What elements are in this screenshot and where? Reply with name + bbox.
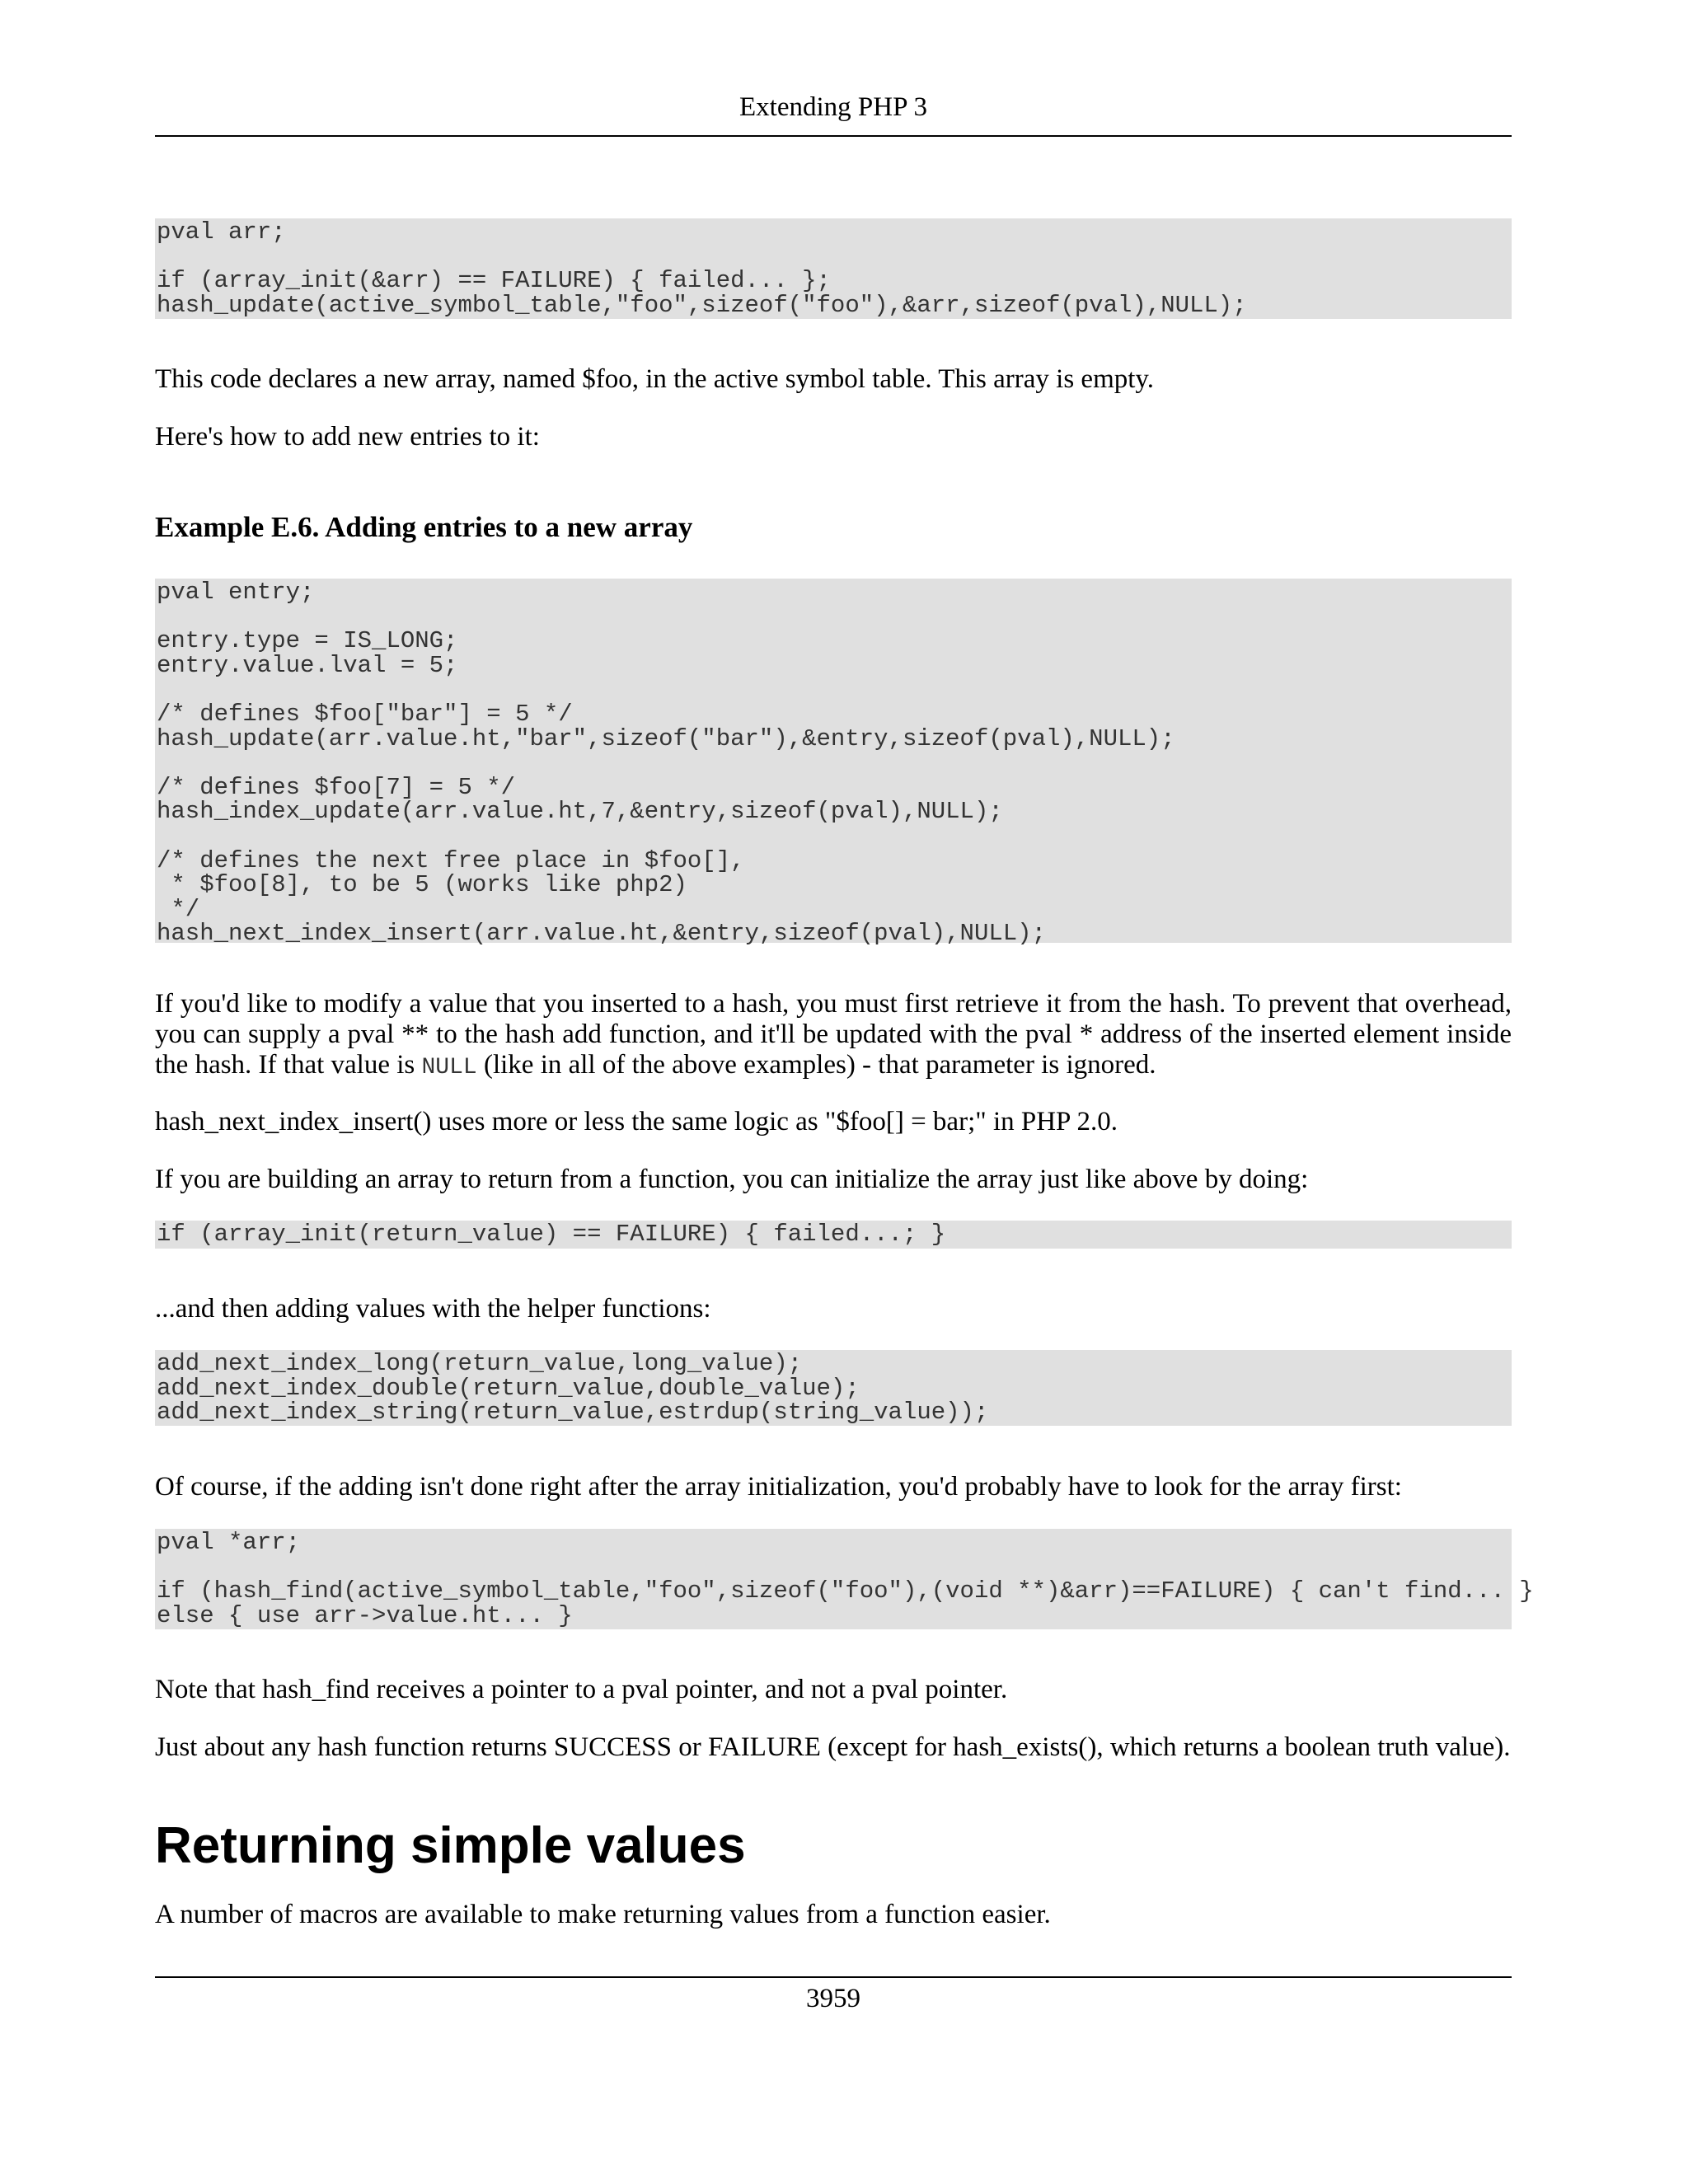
running-header: Extending PHP 3 [739,92,927,122]
code-block-return-init [155,1221,1512,1249]
code-line: */ [157,895,200,923]
code-line: pval arr; [157,218,286,246]
code-line: hash_index_update(arr.value.ht,7,&entry,sizeof(pval),NULL); [157,798,1003,826]
code-line: else { use arr->value.ht... } [157,1601,573,1629]
paragraph-hash-find-note: Note that hash_find receives a pointer to a pval pointer, and not a pval pointer. [155,1675,1008,1704]
code-line: entry.type = IS_LONG; [157,627,458,655]
code-line [157,1555,1510,1580]
paragraph-modify-value-text-2: (like in all of the above examples) - that parameter is ignored. [476,1050,1156,1080]
paragraph-modify-value-text-1: If you'd like to modify a value that you inserted to a hash, you must first retrieve it from the hash. To prevent that overhead, you can supply a pval ** to the hash add function, and it'll be updated with the pval * address of the inserted element inside the hash. If that value is [155,989,1512,1080]
paragraph-hash-return-values: Just about any hash function returns SUCCESS or FAILURE (except for hash_exists(), which returns a boolean truth value). [155,1732,1511,1762]
code-line: add_next_index_double(return_value,double_value); [157,1374,860,1402]
code-block-hash-find [155,1529,1534,1629]
code-line: pval *arr; [157,1529,301,1556]
code-line: * $foo[8], to be 5 (works like php2) [157,871,687,899]
footer-rule [155,1976,1512,1978]
code-line: add_next_index_string(return_value,estrdup(string_value)); [157,1399,989,1427]
code-line [157,677,1510,702]
code-line [157,751,1510,776]
inline-code-null: NULL [421,1055,477,1080]
paragraph-macros: A number of macros are available to make returning values from a function easier. [155,1900,1051,1929]
code-line: /* defines the next free place in $foo[], [157,846,745,874]
paragraph-return-array: If you are building an array to return from a function, you can initialize the array just like above by doing: [155,1165,1309,1194]
code-line: /* defines $foo["bar"] = 5 */ [157,700,573,728]
code-line [157,605,1510,630]
code-line [157,824,1510,849]
code-line: entry.value.lval = 5; [157,651,458,679]
example-title: Example E.6. Adding entries to a new array [155,511,693,543]
paragraph-modify-value [155,989,1512,1083]
code-block-helper-functions [155,1350,1512,1426]
code-line [157,245,1510,269]
paragraph-add-entries-intro: Here's how to add new entries to it: [155,422,540,452]
code-block-array-init [155,218,1512,319]
code-line: if (array_init(return_value) == FAILURE) { failed...; } [157,1221,946,1248]
code-line: hash_next_index_insert(arr.value.ht,&entry,sizeof(pval),NULL); [157,920,1046,948]
page-number: 3959 [806,1984,860,2013]
code-line: if (hash_find(active_symbol_table,"foo",sizeof("foo"),(void **)&arr)==FAILURE) { can't find... } [157,1577,1534,1605]
section-title: Returning simple values [155,1817,746,1874]
code-line: if (array_init(&arr) == FAILURE) { failed... }; [157,267,831,295]
header-rule [155,135,1512,137]
code-line: hash_update(active_symbol_table,"foo",sizeof("foo"),&arr,sizeof(pval),NULL); [157,291,1247,319]
code-line: hash_update(arr.value.ht,"bar",sizeof("bar"),&entry,sizeof(pval),NULL); [157,724,1175,752]
paragraph-array-declared: This code declares a new array, named $foo, in the active symbol table. This array is empty. [155,364,1155,394]
code-line: add_next_index_long(return_value,long_value); [157,1350,803,1377]
paragraph-look-for-array: Of course, if the adding isn't done right after the array initialization, you'd probably have to look for the array first: [155,1472,1402,1502]
code-line: /* defines $foo[7] = 5 */ [157,773,516,801]
paragraph-next-index-insert: hash_next_index_insert() uses more or less the same logic as "$foo[] = bar;" in PHP 2.0. [155,1107,1118,1137]
code-block-adding-entries [155,579,1512,948]
paragraph-helper-functions: ...and then adding values with the helper functions: [155,1294,711,1324]
code-line: pval entry; [157,579,315,606]
